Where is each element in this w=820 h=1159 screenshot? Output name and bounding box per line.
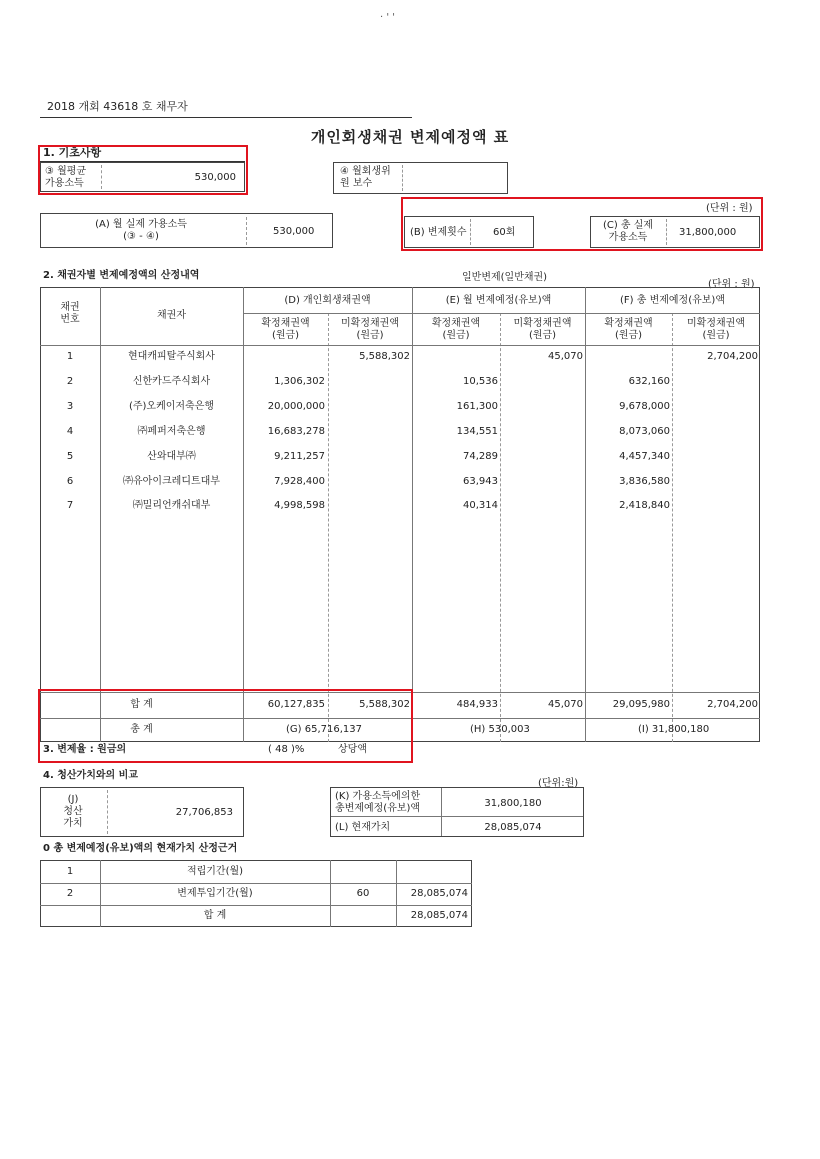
sub-unconfirmed-f: 미확정채권액 (원금) — [687, 318, 745, 341]
sub-confirmed-f: 확정채권액 (원금) — [604, 318, 653, 341]
divider — [441, 788, 442, 836]
row-e1: 63,943 — [463, 476, 498, 487]
row-no: 3 — [66, 401, 74, 412]
sum-e1: 484,933 — [456, 699, 498, 710]
grand-total-label: 총 계 — [130, 724, 153, 735]
row-f1: 632,160 — [628, 376, 670, 387]
row-f1: 2,418,840 — [619, 500, 670, 511]
highlight-repayment — [401, 197, 763, 251]
row-no: 2 — [66, 376, 74, 387]
case-number: 2018 개회 43618 호 채무자 — [47, 100, 188, 113]
pv-sum-value: 28,085,074 — [410, 910, 468, 921]
sum-label: 합 계 — [130, 699, 153, 710]
l-label: (L) 현재가치 — [335, 822, 391, 833]
row-d1: 9,211,257 — [274, 451, 325, 462]
divider — [402, 165, 403, 191]
divider — [107, 790, 108, 834]
section4-unit: (단위:원) — [538, 778, 579, 789]
section3-heading: 3. 변제율 : 원금의 — [43, 744, 127, 755]
pv-row-label: 변제투입기간(월) — [177, 888, 253, 899]
row-no: 6 — [66, 476, 74, 487]
liquidation-value: 27,706,853 — [175, 807, 233, 818]
row-e1: 40,314 — [463, 500, 498, 511]
highlight-totals — [38, 689, 413, 763]
divider — [246, 217, 247, 245]
living-label: ④ 월회생위 원 보수 — [340, 166, 391, 189]
col-d-header: (D) 개인회생채권액 — [284, 295, 371, 306]
monthly-income-label: (A) 월 실제 가용소득 (③ - ④) — [95, 219, 187, 242]
scan-marks: · ' ' — [380, 12, 396, 23]
pv-row-no: 1 — [66, 866, 74, 877]
row-e2: 45,070 — [548, 351, 583, 362]
repayment-type: 일반변제(일반채권) — [462, 272, 548, 283]
table-unit: (단위 : 원) — [708, 279, 755, 290]
pv-row-no: 2 — [66, 888, 74, 899]
row-f1: 8,073,060 — [619, 426, 670, 437]
k-label: (K) 가용소득에의한 총변제예정(유보)액 — [335, 791, 421, 814]
sub-confirmed-d: 확정채권액 (원금) — [261, 318, 310, 341]
row-d1: 7,928,400 — [274, 476, 325, 487]
sub-unconfirmed-d: 미확정채권액 (원금) — [341, 318, 399, 341]
section4-heading: 4. 청산가치와의 비교 — [43, 770, 138, 781]
pv-row-months: 60 — [356, 888, 370, 899]
pv-sum-label: 합 계 — [203, 910, 227, 921]
row-e1: 74,289 — [463, 451, 498, 462]
total-income-label: (C) 총 실제 가용소득 — [602, 220, 654, 243]
k-value: 31,800,180 — [484, 798, 542, 809]
row-no: 4 — [66, 426, 74, 437]
row-f2: 2,704,200 — [707, 351, 758, 362]
pv-row-value: 28,085,074 — [410, 888, 468, 899]
grand-total-i: (I) 31,800,180 — [638, 724, 710, 735]
liquidation-label: (J) 청산 가치 — [63, 794, 83, 829]
row-d1: 4,998,598 — [274, 500, 325, 511]
row-e1: 161,300 — [456, 401, 498, 412]
monthly-income-box — [40, 213, 333, 248]
count-value: 60회 — [493, 227, 516, 238]
row-no: 5 — [66, 451, 74, 462]
row-creditor: ㈜페퍼저축은행 — [137, 426, 206, 437]
row-creditor: 현대캐피탈주식회사 — [128, 351, 215, 362]
row-d1: 20,000,000 — [267, 401, 325, 412]
row-d1: 16,683,278 — [267, 426, 325, 437]
row-creditor: 신한카드주식회사 — [132, 376, 211, 387]
sum-d2: 5,588,302 — [359, 699, 410, 710]
col-f-header: (F) 총 변제예정(유보)액 — [620, 295, 725, 306]
section2-heading: 2. 채권자별 변제예정액의 산정내역 — [43, 270, 200, 281]
highlight-basic — [38, 145, 248, 195]
col-creditor-header: 채권자 — [157, 310, 186, 321]
avg-income-value: 530,000 — [194, 172, 236, 183]
row-creditor: 산와대부㈜ — [147, 451, 196, 462]
row-d1: 1,306,302 — [274, 376, 325, 387]
grand-total-h: (H) 530,003 — [470, 724, 530, 735]
row-e1: 134,551 — [456, 426, 498, 437]
avg-income-label: ③ 월평균 가용소득 — [45, 166, 87, 189]
sub-unconfirmed-e: 미확정채권액 (원금) — [513, 318, 572, 341]
sum-f1: 29,095,980 — [612, 699, 670, 710]
row-f1: 3,836,580 — [619, 476, 670, 487]
liquidation-box — [40, 787, 244, 837]
rate-suffix: 상당액 — [338, 744, 367, 755]
section1-heading: 1. 기초사항 — [43, 146, 102, 159]
row-creditor: (주)오케이저축은행 — [128, 401, 215, 412]
living-box — [333, 162, 508, 194]
row-no: 1 — [66, 351, 74, 362]
count-label: (B) 변제횟수 — [410, 227, 467, 238]
row-f1: 4,457,340 — [619, 451, 670, 462]
sum-f2: 2,704,200 — [707, 699, 758, 710]
page-title: 개인회생채권 변제예정액 표 — [310, 128, 510, 146]
unit-label: (단위 : 원) — [706, 203, 753, 214]
sum-d1: 60,127,835 — [267, 699, 325, 710]
row-no: 7 — [66, 500, 74, 511]
row-creditor: ㈜밀리언캐쉬대부 — [132, 500, 211, 511]
header-underline — [40, 117, 412, 118]
grand-total-g: (G) 65,716,137 — [286, 724, 362, 735]
row-e1: 10,536 — [463, 376, 498, 387]
row-creditor: ㈜유아이크레디트대부 — [123, 476, 220, 487]
monthly-income-value: 530,000 — [273, 226, 315, 237]
comparison-box — [330, 787, 584, 837]
col-e-header: (E) 월 변제예정(유보)액 — [445, 295, 552, 306]
row-d2: 5,588,302 — [359, 351, 410, 362]
section5-heading: 0 총 변제예정(유보)액의 현재가치 산정근거 — [43, 843, 238, 854]
pv-row-label: 적립기간(월) — [186, 866, 244, 877]
l-value: 28,085,074 — [484, 822, 542, 833]
sum-e2: 45,070 — [548, 699, 583, 710]
row-f1: 9,678,000 — [619, 401, 670, 412]
sub-confirmed-e: 확정채권액 (원금) — [431, 318, 481, 341]
total-income-value: 31,800,000 — [679, 227, 737, 238]
divider — [331, 816, 583, 817]
col-no-header: 채권 번호 — [60, 302, 80, 325]
repayment-rate: ( 48 )% — [268, 744, 305, 755]
